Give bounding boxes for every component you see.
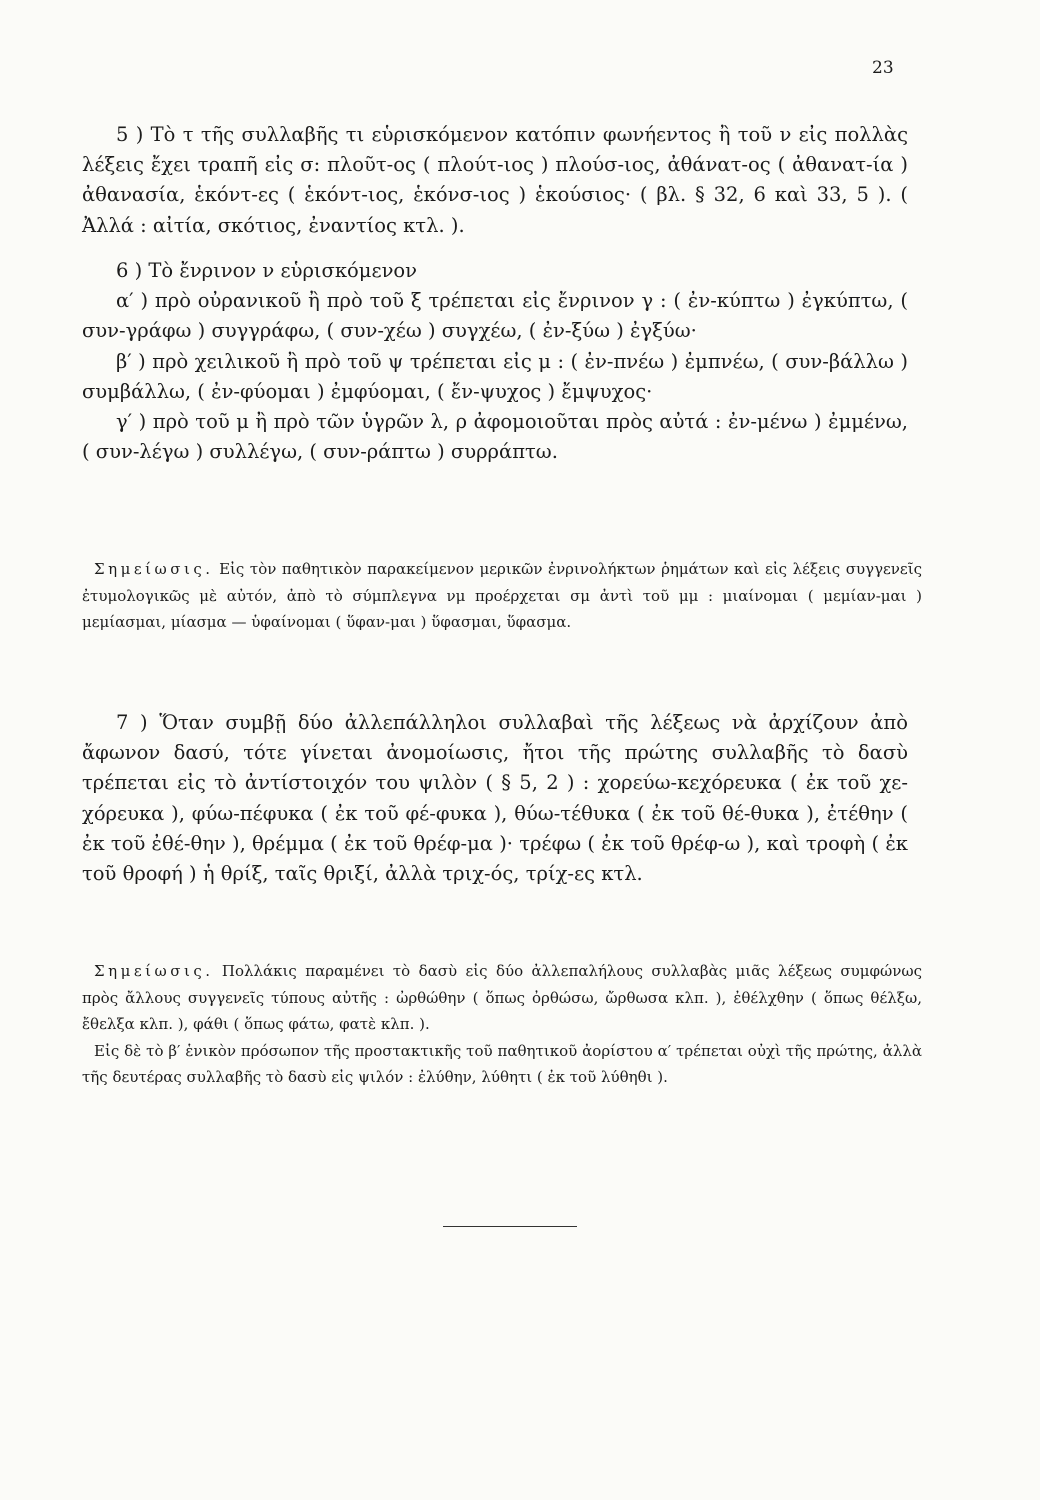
section-7-paragraph: 7 ) Ὅταν συμβῇ δύο ἀλλεπάλληλοι συλλαβαὶ τῆς λέξεως νὰ ἀρχίζουν ἀπὸ ἄφωνον δασύ, τότε γίνεται ἀνομοίωσις, ἤτοι τῆς πρώτης συλλαβῆς τὸ δασὺ τρέπεται εἰς τὸ ἀντίστοιχόν του ψιλὸν ( § 5, 2 ) : χορεύω-κεχόρευκα ( ἐκ τοῦ χε-χόρευκα ), φύω-πέφυκα ( ἐκ τοῦ φέ-φυκα ), θύω-τέθυκα ( ἐκ τοῦ θέ-θυκα ), ἐτέθην ( ἐκ τοῦ ἐθέ-θην ), θρέμμα ( ἐκ τοῦ θρέφ-μα )· τρέφω ( ἐκ τοῦ θρέφ-ω ), καὶ τροφὴ ( ἐκ τοῦ θροφή ) ἡ θρίξ, ταῖς θριξί, ἀλλὰ τριχ-ός, τρίχ-ες κτλ. bbox=[82, 711, 908, 886]
note-1-text: Εἰς τὸν παθητικὸν παρακείμενον μερικῶν ἐνρινολήκτων ῥημάτων καὶ εἰς λέξεις συγγενεῖς ἐτυμολογικῶς μὲ αὐτόν, ἀπὸ τὸ σύμπλεγνα νμ προέρχεται σμ ἀντὶ τοῦ μμ : μιαίνομαι ( μεμίαν-μαι ) μεμίασμαι, μίασμα — ὑφαίνομαι ( ὕφαν-μαι ) ὕφασμαι, ὕφασμα. bbox=[82, 560, 922, 631]
note-1-label: Σημείωσις. bbox=[94, 560, 214, 578]
section-divider-rule bbox=[443, 1226, 577, 1227]
section-6-gamma: γ′ ) πρὸ τοῦ μ ἢ πρὸ τῶν ὑγρῶν λ, ρ ἀφομοιοῦται πρὸς αὐτά : ἐν-μένω ) ἐμμένω, ( συν-λέγω ) συλλέγω, ( συν-ράπτω ) συρράπτω. bbox=[82, 410, 908, 464]
section-6-intro: 6 ) Τὸ ἔνρινον ν εὑρισκόμενον bbox=[116, 259, 418, 282]
note-2-text: Πολλάκις παραμένει τὸ δασὺ εἰς δύο ἀλλεπαλήλους συλλαβὰς μιᾶς λέξεως συμφώνως πρὸς ἄλλους συγγενεῖς τύπους αὐτῆς : ὠρθώθην ( ὅπως ὀρθώσω, ὤρθωσα κλπ. ), ἐθέλχθην ( ὅπως θέλξω, ἔθελξα κλπ. ), φάθι ( ὅπως φάτω, φατὲ κλπ. ). bbox=[82, 962, 922, 1033]
section-6 bbox=[82, 256, 908, 467]
section-5-paragraph: 5 ) Τὸ τ τῆς συλλαβῆς τι εὑρισκόμενον κατόπιν φωνήεντος ἢ τοῦ ν εἰς πολλὰς λέξεις ἔχει τραπῆ εἰς σ: πλοῦτ-ος ( πλούτ-ιος ) πλούσ-ιος, ἀθάνατ-ος ( ἀθανατ-ία ) ἀθανασία, ἑκόντ-ες ( ἑκόντ-ιος, ἑκόνσ-ιος ) ἑκούσιος· ( βλ. § 32, 6 καὶ 33, 5 ). ( Ἀλλά : αἰτία, σκότιος, ἐναντίος κτλ. ). bbox=[82, 123, 908, 237]
note-2 bbox=[82, 958, 922, 1091]
note-2-text-continued: Εἰς δὲ τὸ β′ ἑνικὸν πρόσωπον τῆς προστακτικῆς τοῦ παθητικοῦ ἀορίστου α′ τρέπεται οὐχὶ τῆς πρώτης, ἀλλὰ τῆς δευτέρας συλλαβῆς τὸ δασὺ εἰς ψιλόν : ἐλύθην, λύθητι ( ἐκ τοῦ λύθηθι ). bbox=[82, 1041, 922, 1086]
section-5 bbox=[82, 120, 908, 241]
section-6-beta: β′ ) πρὸ χειλικοῦ ἢ πρὸ τοῦ ψ τρέπεται εἰς μ : ( ἐν-πνέω ) ἐμπνέω, ( συν-βάλλω ) συμβάλλω, ( ἐν-φύομαι ) ἐμφύομαι, ( ἔν-ψυχος ) ἔμψυχος· bbox=[82, 349, 908, 403]
section-7 bbox=[82, 708, 908, 889]
page-number: 23 bbox=[872, 58, 894, 78]
note-1 bbox=[82, 556, 922, 636]
note-2-label: Σημείωσις. bbox=[94, 962, 214, 980]
section-6-alpha: α′ ) πρὸ οὐρανικοῦ ἢ πρὸ τοῦ ξ τρέπεται εἰς ἔνρινον γ : ( ἐν-κύπτω ) ἐγκύπτω, ( συν-γράφω ) συγγράφω, ( συν-χέω ) συγχέω, ( ἐν-ξύω ) ἐγξύω· bbox=[82, 289, 908, 343]
